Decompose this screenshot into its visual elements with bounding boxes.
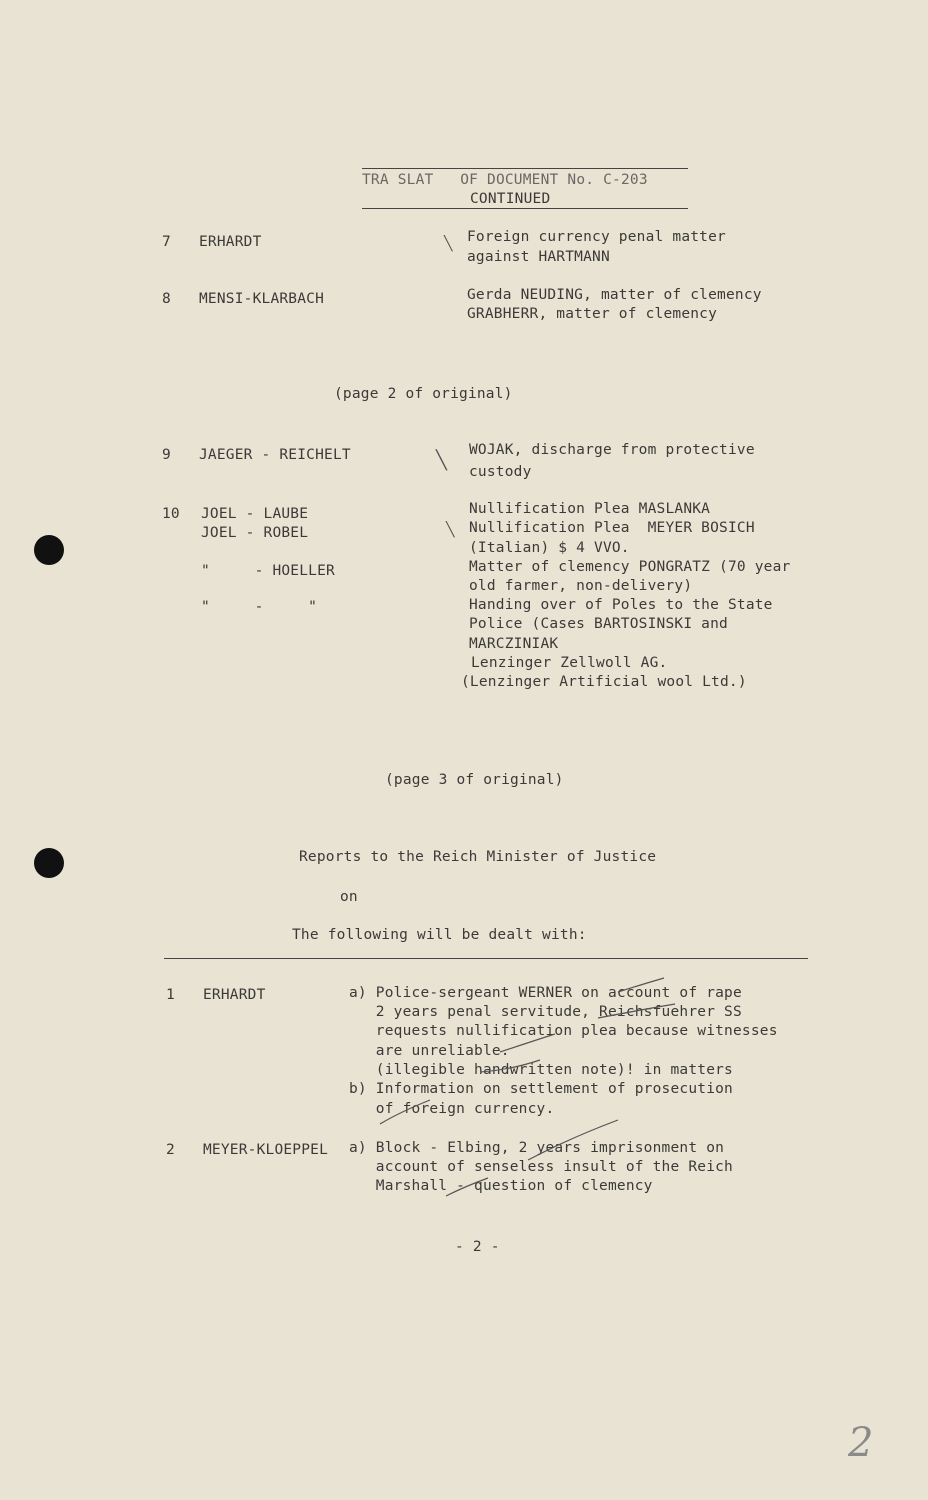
report-line: Marshall - question of clemency — [349, 1178, 653, 1194]
check-mark: ╲ — [446, 522, 455, 538]
reports-following: The following will be dealt with: — [292, 927, 587, 943]
report-line: a) Police-sergeant WERNER on account of rape — [349, 985, 742, 1001]
entry-desc-line: against HARTMANN — [467, 249, 610, 265]
header-rule-top — [362, 168, 688, 169]
check-mark: ╲ — [444, 236, 453, 252]
document-title: TRA SLAT OF DOCUMENT No. C-203 — [362, 172, 648, 188]
entry-desc-line: Lenzinger Zellwoll AG. — [471, 655, 668, 671]
entry-name: ERHARDT — [199, 234, 262, 250]
page-number: - 2 - — [455, 1239, 500, 1255]
entry-number: 7 — [162, 234, 171, 250]
page-note: (page 2 of original) — [334, 386, 513, 402]
entry-name: JAEGER - REICHELT — [199, 447, 351, 463]
report-number: 2 — [166, 1142, 175, 1158]
report-name: ERHARDT — [203, 987, 266, 1003]
entry-desc-line: Handing over of Poles to the State — [469, 597, 773, 613]
entry-desc-line: Gerda NEUDING, matter of clemency — [467, 287, 762, 303]
entry-desc-line: Nullification Plea MEYER BOSICH — [469, 520, 755, 536]
reports-on: on — [340, 889, 358, 905]
entry-desc-line: custody — [469, 464, 532, 480]
punch-hole-bottom — [34, 848, 64, 878]
entry-name: JOEL - LAUBE — [201, 506, 309, 522]
entry-name: MENSI-KLARBACH — [199, 291, 325, 307]
entry-desc-line: (Italian) $ 4 VVO. — [469, 540, 630, 556]
report-line: b) Information on settlement of prosecution — [349, 1081, 733, 1097]
entry-desc-line: old farmer, non-delivery) — [469, 578, 693, 594]
report-line: a) Block - Elbing, 2 years imprisonment on — [349, 1140, 725, 1156]
entry-desc-line: GRABHERR, matter of clemency — [467, 306, 718, 322]
punch-hole-top — [34, 535, 64, 565]
report-line: requests nullification plea because witnesses — [349, 1023, 778, 1039]
report-line: (illegible handwritten note)! in matters — [349, 1062, 733, 1078]
continued-label: CONTINUED — [470, 191, 551, 207]
entry-desc-line: WOJAK, discharge from protective — [469, 442, 755, 458]
report-line: account of senseless insult of the Reich — [349, 1159, 733, 1175]
entry-name: " - HOELLER — [201, 563, 335, 579]
entry-desc-line: Nullification Plea MASLANKA — [469, 501, 711, 517]
entry-desc-line: (Lenzinger Artificial wool Ltd.) — [461, 674, 747, 690]
section-divider — [164, 958, 808, 959]
entry-number: 10 — [162, 506, 180, 522]
report-name: MEYER-KLOEPPEL — [203, 1142, 329, 1158]
entry-name: JOEL - ROBEL — [201, 525, 309, 541]
entry-desc-line: Police (Cases BARTOSINSKI and — [469, 616, 728, 632]
reports-title: Reports to the Reich Minister of Justice — [299, 849, 657, 865]
header-rule-bottom — [362, 208, 688, 209]
entry-desc-line: MARCZINIAK — [469, 636, 559, 652]
report-number: 1 — [166, 987, 175, 1003]
entry-name: " - " — [201, 599, 318, 615]
report-line: 2 years penal servitude, Reichsfuehrer SS — [349, 1004, 742, 1020]
page-note: (page 3 of original) — [385, 772, 564, 788]
check-mark: ╲ — [436, 450, 447, 471]
report-line: are unreliable. — [349, 1043, 510, 1059]
entry-desc-line: Matter of clemency PONGRATZ (70 year — [469, 559, 791, 575]
entry-number: 8 — [162, 291, 171, 307]
entry-number: 9 — [162, 447, 171, 463]
handwritten-page-number: 2 — [848, 1420, 874, 1466]
entry-desc-line: Foreign currency penal matter — [467, 229, 726, 245]
report-line: of foreign currency. — [349, 1101, 555, 1117]
